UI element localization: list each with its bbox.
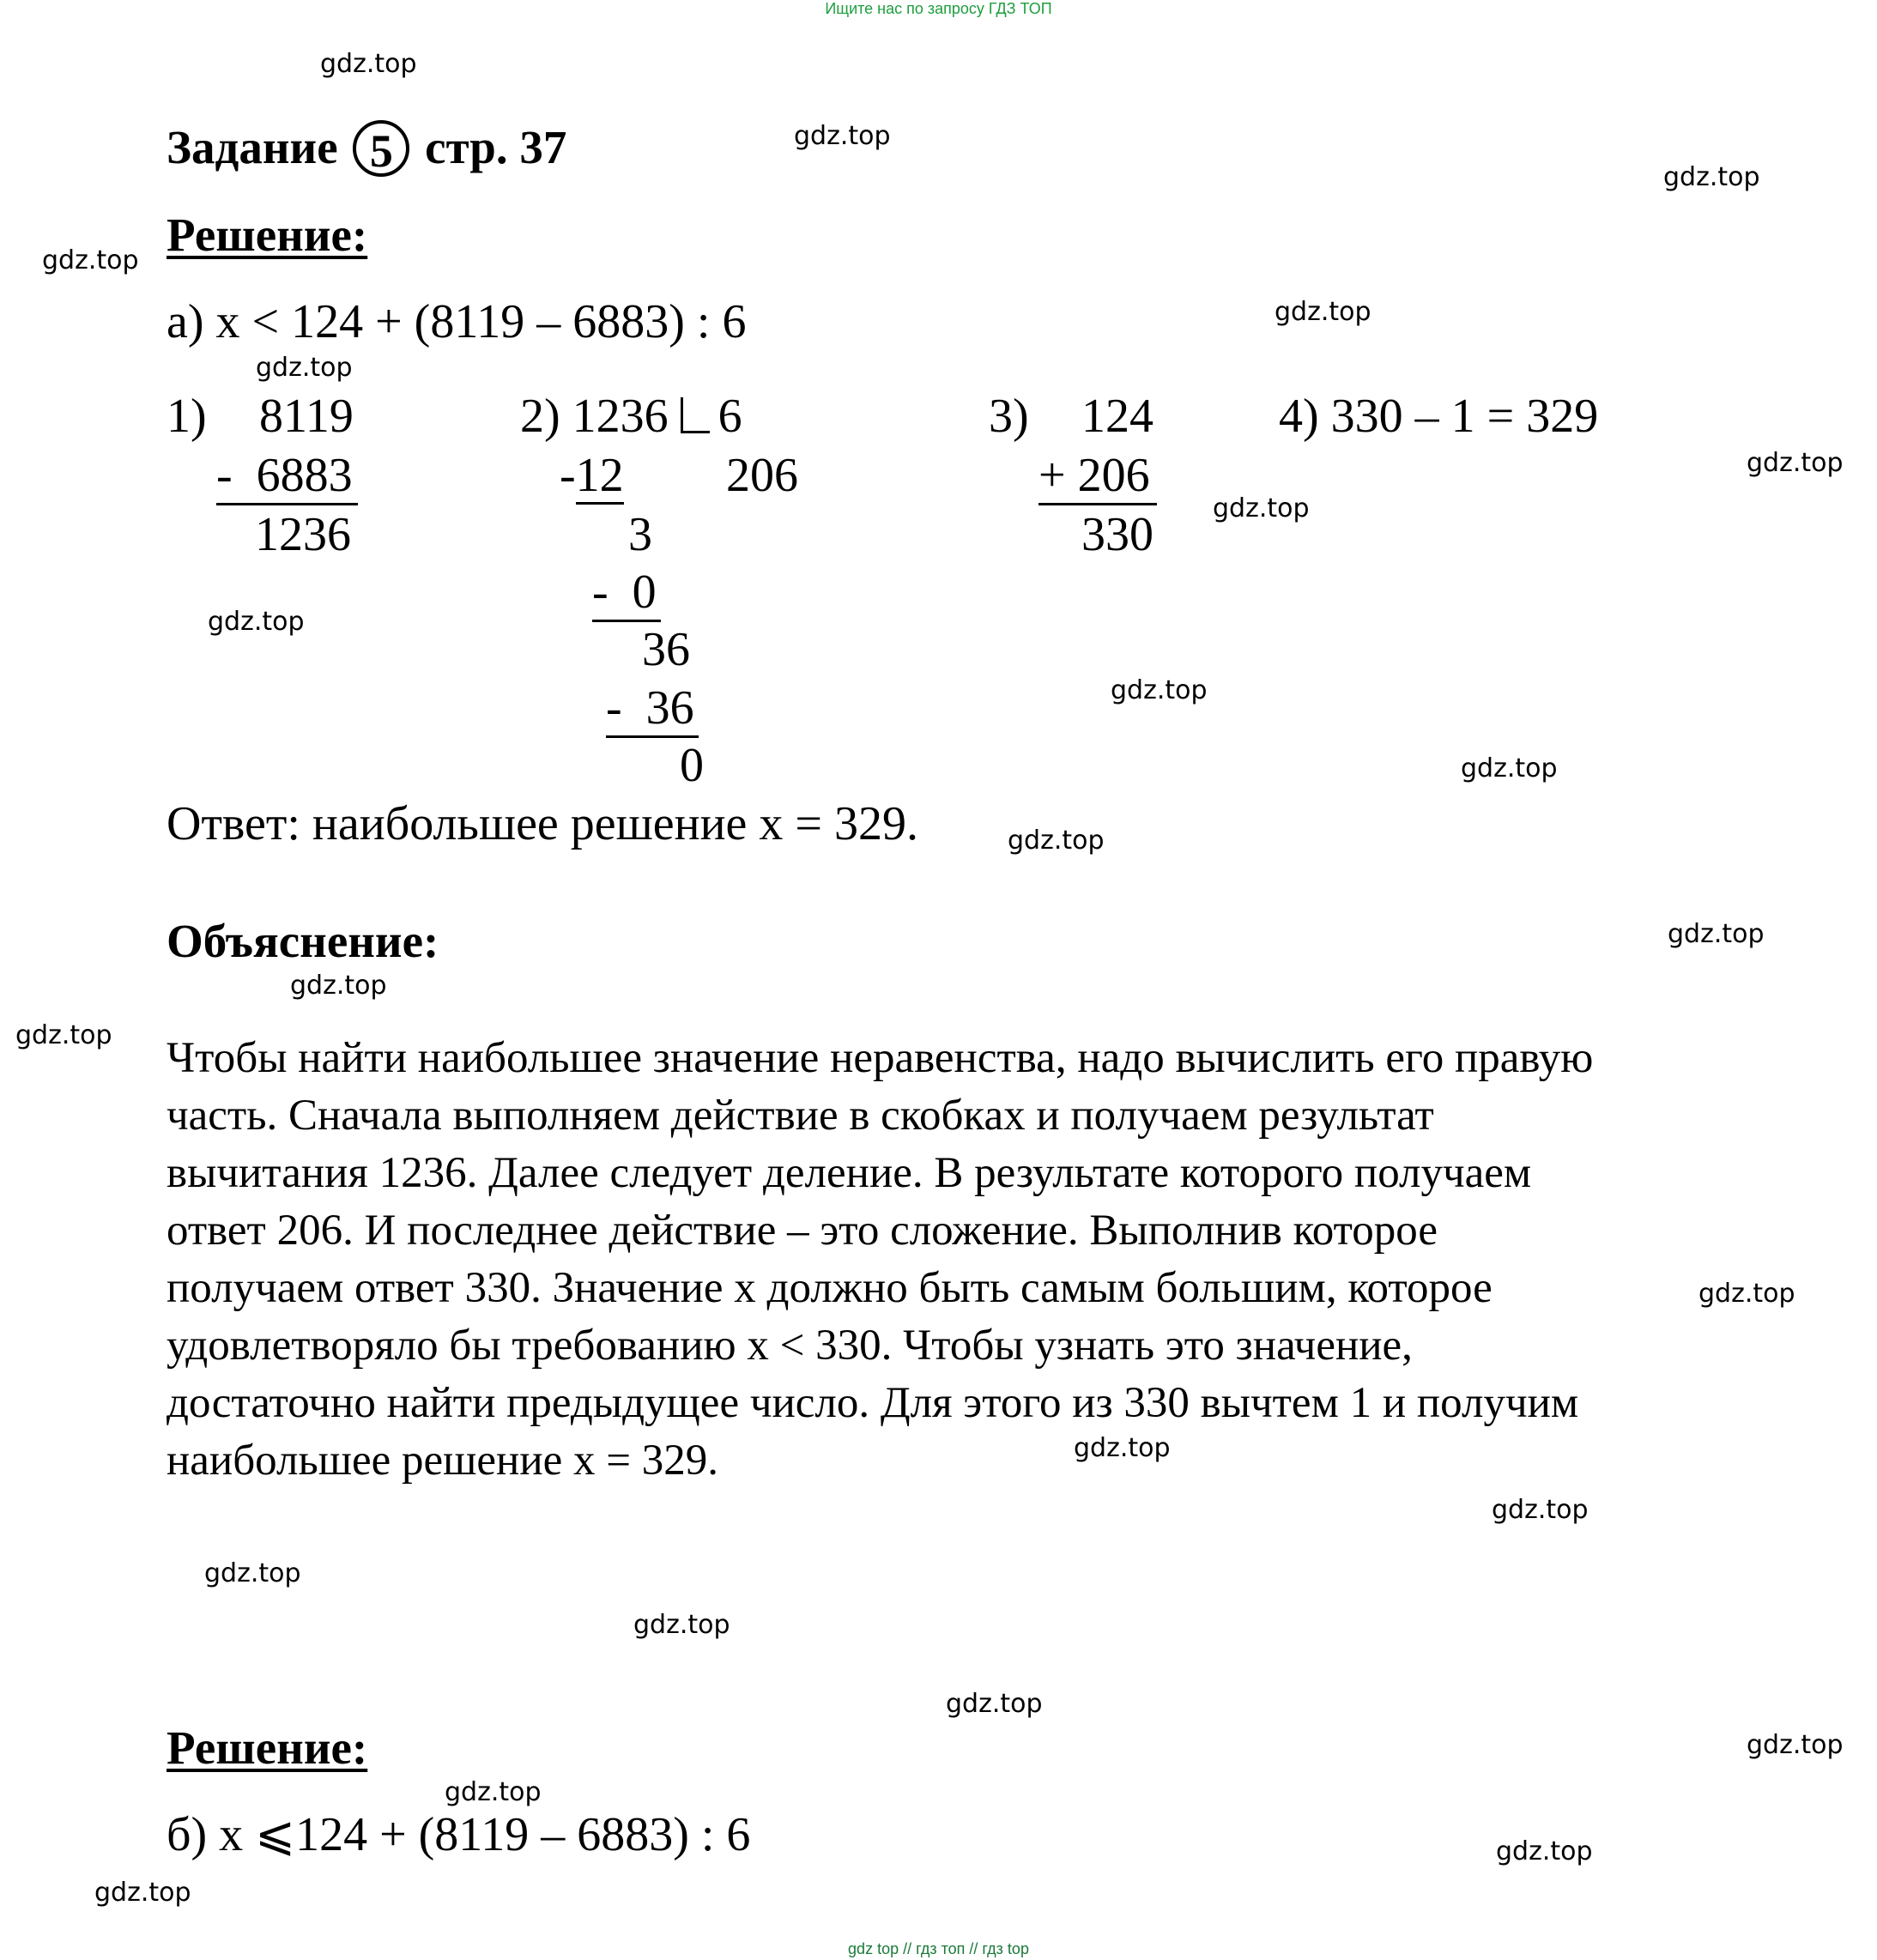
step2-row3-op: - [592,566,609,619]
watermark: gdz.top [1074,1433,1171,1463]
watermark: gdz.top [1461,753,1558,783]
watermark: gdz.top [1008,826,1105,856]
explanation-line: удовлетворяло бы требованию x < 330. Чтобы узнать это значение, [167,1322,1413,1370]
step2-header [520,389,742,444]
watermark: gdz.top [94,1878,191,1908]
step1-subtrahend: 6883 [256,449,353,502]
explanation-line: Чтобы найти наибольшее значение неравенства, надо вычислить его правую [167,1034,1594,1082]
division-bracket [681,397,710,433]
watermark: gdz.top [15,1020,112,1050]
footer-banner: gdz top // гдз топ // гдз top [848,1940,1029,1957]
task-page: стр. 37 [425,121,567,173]
task-title [167,120,566,177]
step1-result: 1236 [255,508,351,561]
step2-row1-op: - [560,449,576,502]
watermark: gdz.top [1111,675,1208,705]
watermark: gdz.top [1492,1495,1589,1525]
explanation-line: наибольшее решение x = 329. [167,1437,719,1485]
watermark: gdz.top [208,607,305,637]
solution-heading: Решение: [167,209,368,261]
step3-label: 3) [989,390,1029,443]
step2-row1 [560,448,624,503]
explanation-text [167,1030,1593,1490]
step1-minuend: 8119 [259,390,354,443]
watermark: gdz.top [1213,493,1310,523]
expression-b: б) x ⩽124 + (8119 – 6883) : 6 [167,1808,751,1861]
task-number-badge: 5 [353,120,409,177]
step3-addend2-line [1038,448,1157,505]
solution-b-heading: Решение: [167,1721,368,1774]
watermark: gdz.top [204,1558,301,1588]
watermark: gdz.top [1663,162,1760,192]
watermark: gdz.top [633,1610,730,1640]
search-banner: Ищите нас по запросу ГДЗ ТОП [825,0,1052,17]
step1-subtrahend-line [216,448,358,505]
step2-row5-val: 36 [645,681,694,735]
step2-row1-val: 12 [576,449,624,505]
step3-result: 330 [1081,508,1153,561]
explanation-line: достаточно найти предыдущее число. Для этого из 330 вычтем 1 и получим [167,1379,1579,1427]
watermark: gdz.top [1747,1730,1844,1760]
watermark: gdz.top [256,353,353,383]
watermark: gdz.top [794,121,891,151]
step1-minus: - [216,449,233,502]
watermark: gdz.top [1275,297,1371,327]
step2-row5-op: - [606,681,622,735]
answer-a: Ответ: наибольшее решение x = 329. [167,797,918,850]
step2-row3-val: 0 [632,566,657,619]
step2-row6: 0 [680,739,704,792]
step3-addend1: 124 [1081,390,1153,443]
watermark: gdz.top [1747,448,1844,478]
explanation-line: часть. Сначала выполняем действие в скобках и получаем результат [167,1092,1434,1140]
step3-plus: + [1038,449,1066,502]
step3-addend2: 206 [1077,449,1150,502]
explanation-line: ответ 206. И последнее действие – это сложение. Выполнив которое [167,1207,1438,1255]
step2-quotient: 206 [726,449,798,502]
step2-row2: 3 [628,508,652,561]
watermark: gdz.top [320,49,417,79]
watermark: gdz.top [1698,1279,1795,1309]
step2-divisor: 6 [717,390,742,443]
explanation-heading: Объяснение: [167,915,439,967]
watermark: gdz.top [946,1689,1043,1719]
explanation-line: вычитания 1236. Далее следует деление. В результате которого получаем [167,1149,1532,1197]
expression-a: а) x < 124 + (8119 – 6883) : 6 [167,295,747,348]
watermark: gdz.top [1668,919,1765,949]
step2-row4: 36 [642,623,690,676]
step2-row5 [606,681,699,738]
step1-label: 1) [167,390,207,443]
watermark: gdz.top [42,245,139,275]
step2-dividend: 1236 [572,390,669,443]
watermark: gdz.top [290,971,387,1001]
task-label: Задание [167,121,338,173]
step4: 4) 330 – 1 = 329 [1279,390,1599,443]
step2-row3 [592,565,661,622]
watermark: gdz.top [445,1777,542,1807]
watermark: gdz.top [1496,1836,1593,1866]
step2-label: 2) [520,390,560,443]
explanation-line: получаем ответ 330. Значение x должно быть самым большим, которое [167,1264,1493,1312]
